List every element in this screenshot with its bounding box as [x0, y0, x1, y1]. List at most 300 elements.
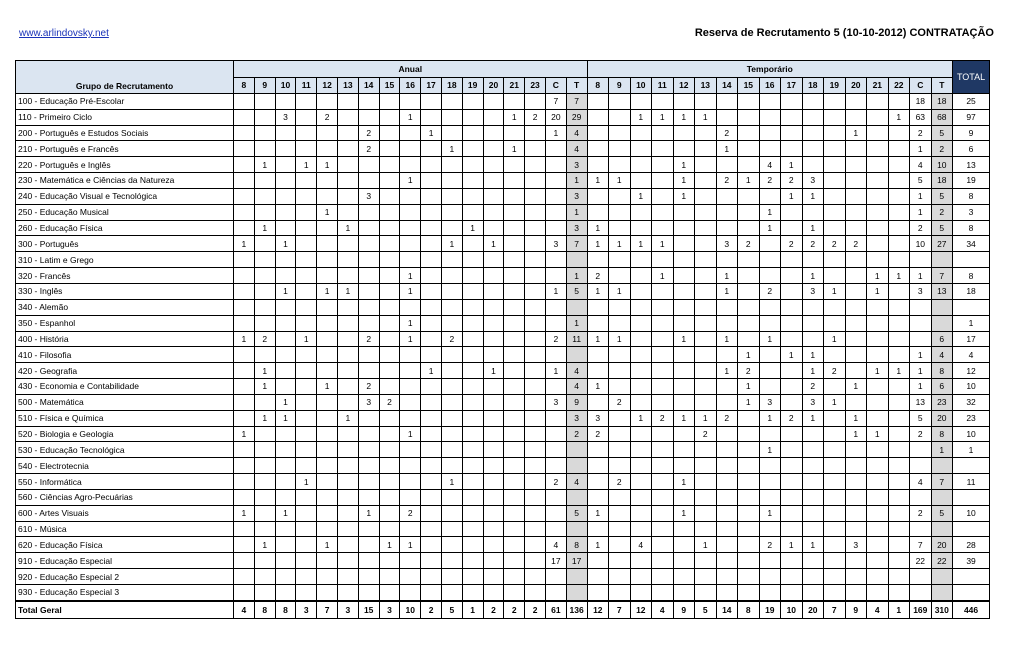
anual-cell [421, 204, 442, 220]
table-row [16, 521, 990, 537]
temp-cell [931, 252, 953, 268]
temp-cell [759, 347, 781, 363]
table-row [16, 157, 990, 173]
row-total-cell: 19 [953, 173, 990, 189]
anual-cell [504, 569, 525, 585]
temp-cell [845, 299, 867, 315]
anual-cell [441, 379, 462, 395]
temp-cell [781, 426, 803, 442]
temp-cell [845, 394, 867, 410]
anual-cell: 1 [358, 505, 379, 521]
anual-cell [483, 283, 504, 299]
anual-cell [275, 125, 296, 141]
temp-cell [802, 505, 824, 521]
temp-cell [738, 537, 760, 553]
temp-cell: 310 [931, 601, 953, 619]
temp-cell [781, 204, 803, 220]
temp-cell [888, 379, 910, 395]
anual-cell [296, 236, 317, 252]
temp-cell: 9 [845, 601, 867, 619]
temp-cell [652, 505, 674, 521]
temp-cell: 1 [587, 173, 609, 189]
anual-cell [317, 505, 338, 521]
anual-cell: 2 [525, 601, 546, 619]
anual-cell [525, 236, 546, 252]
anual-cell [234, 109, 255, 125]
anual-cell: 1 [234, 331, 255, 347]
anual-col-header: 12 [317, 78, 338, 94]
temp-cell [652, 585, 674, 601]
temp-cell [673, 379, 695, 395]
temp-cell [738, 458, 760, 474]
anual-cell [234, 442, 255, 458]
anual-cell: 1 [441, 474, 462, 490]
anual-cell [525, 585, 546, 601]
anual-cell [317, 315, 338, 331]
temp-cell [673, 553, 695, 569]
temp-cell: 1 [652, 236, 674, 252]
temp-cell [802, 489, 824, 505]
temp-cell [802, 426, 824, 442]
temp-cell [716, 299, 738, 315]
anual-cell [317, 458, 338, 474]
temp-cell: 2 [609, 394, 631, 410]
anual-cell [525, 347, 546, 363]
temp-cell [888, 347, 910, 363]
temp-cell [781, 125, 803, 141]
temp-cell: 1 [931, 442, 953, 458]
temp-cell: 1 [738, 347, 760, 363]
anual-cell [379, 315, 400, 331]
anual-cell: 3 [566, 157, 587, 173]
anual-cell [462, 553, 483, 569]
temp-cell: 1 [910, 347, 932, 363]
temp-cell [695, 521, 717, 537]
temp-cell: 1 [587, 331, 609, 347]
anual-cell [525, 521, 546, 537]
anual-cell: 1 [275, 394, 296, 410]
anual-cell [421, 141, 442, 157]
anual-cell [254, 188, 275, 204]
anual-cell [400, 553, 421, 569]
row-total-cell: 10 [953, 426, 990, 442]
temp-cell [867, 537, 889, 553]
anual-cell [317, 363, 338, 379]
anual-cell [462, 315, 483, 331]
row-total-cell: 10 [953, 379, 990, 395]
anual-cell [379, 458, 400, 474]
temp-cell: 3 [802, 173, 824, 189]
anual-cell [379, 347, 400, 363]
temp-cell [824, 141, 846, 157]
anual-cell [275, 521, 296, 537]
temp-cell [652, 157, 674, 173]
anual-cell: 1 [421, 125, 442, 141]
anual-cell [483, 109, 504, 125]
temp-cell [888, 585, 910, 601]
table-row [16, 569, 990, 585]
anual-cell [545, 505, 566, 521]
temp-cell: 1 [845, 426, 867, 442]
temp-cell [673, 125, 695, 141]
temp-cell [738, 521, 760, 537]
anual-cell [441, 537, 462, 553]
anual-cell [358, 585, 379, 601]
temp-cell [910, 442, 932, 458]
temp-cell [652, 93, 674, 109]
anual-cell [275, 442, 296, 458]
anual-cell [358, 299, 379, 315]
temp-cell [609, 537, 631, 553]
temp-cell: 1 [630, 188, 652, 204]
anual-cell [483, 505, 504, 521]
row-total-cell: 12 [953, 363, 990, 379]
anual-cell [234, 521, 255, 537]
temp-cell [888, 569, 910, 585]
anual-cell [317, 331, 338, 347]
anual-cell: 7 [545, 93, 566, 109]
anual-cell [441, 521, 462, 537]
temp-cell [781, 474, 803, 490]
anual-cell [275, 188, 296, 204]
temp-cell: 2 [738, 363, 760, 379]
table-header [16, 61, 990, 94]
temp-cell [824, 521, 846, 537]
temp-cell [759, 315, 781, 331]
anual-cell [275, 537, 296, 553]
row-total-cell: 8 [953, 268, 990, 284]
anual-cell: 5 [441, 601, 462, 619]
anual-col-header: 10 [275, 78, 296, 94]
anual-cell [337, 252, 358, 268]
temp-cell: 2 [781, 173, 803, 189]
anual-cell [234, 585, 255, 601]
temp-cell [802, 442, 824, 458]
temp-cell [652, 442, 674, 458]
group-name: 610 - Música [16, 521, 234, 537]
anual-cell [545, 299, 566, 315]
temp-cell [888, 394, 910, 410]
temp-cell [695, 157, 717, 173]
temp-cell: 1 [673, 474, 695, 490]
anual-col-header: 9 [254, 78, 275, 94]
table-row [16, 410, 990, 426]
row-total-cell [953, 252, 990, 268]
anual-cell [545, 410, 566, 426]
anual-cell [358, 109, 379, 125]
temp-cell [867, 299, 889, 315]
temp-cell [695, 220, 717, 236]
anual-cell [317, 347, 338, 363]
temp-cell [609, 569, 631, 585]
temp-cell: 3 [587, 410, 609, 426]
temp-cell: 6 [931, 379, 953, 395]
temp-cell [609, 410, 631, 426]
temp-cell [630, 125, 652, 141]
anual-cell [525, 458, 546, 474]
anual-cell: 15 [358, 601, 379, 619]
temp-cell [738, 93, 760, 109]
temp-cell [630, 553, 652, 569]
temp-cell [824, 585, 846, 601]
anual-cell [358, 204, 379, 220]
table-row [16, 173, 990, 189]
anual-cell: 2 [358, 141, 379, 157]
anual-cell: 2 [566, 426, 587, 442]
anual-cell: 1 [337, 220, 358, 236]
anual-cell [400, 236, 421, 252]
anual-cell [566, 347, 587, 363]
group-name: 510 - Física e Química [16, 410, 234, 426]
anual-cell [462, 410, 483, 426]
temp-cell [888, 553, 910, 569]
temp-cell [587, 188, 609, 204]
anual-cell [525, 363, 546, 379]
temp-cell: 1 [652, 109, 674, 125]
anual-cell: 1 [400, 331, 421, 347]
temp-cell [824, 474, 846, 490]
temp-cell: 1 [910, 188, 932, 204]
anual-cell [545, 173, 566, 189]
anual-cell [441, 315, 462, 331]
anual-cell [441, 93, 462, 109]
temp-cell [910, 252, 932, 268]
temp-cell: 1 [802, 268, 824, 284]
anual-cell [421, 347, 442, 363]
anual-cell [275, 252, 296, 268]
anual-cell: 61 [545, 601, 566, 619]
anual-cell: 1 [254, 157, 275, 173]
anual-cell [317, 141, 338, 157]
temp-cell [673, 283, 695, 299]
temp-cell: 13 [931, 283, 953, 299]
anual-cell [504, 426, 525, 442]
temp-cell: 1 [802, 410, 824, 426]
anual-cell [234, 299, 255, 315]
temp-cell [867, 521, 889, 537]
row-total-cell: 23 [953, 410, 990, 426]
anual-cell [379, 173, 400, 189]
anual-cell [504, 474, 525, 490]
temp-cell [888, 331, 910, 347]
anual-cell [462, 585, 483, 601]
temp-cell: 19 [759, 601, 781, 619]
anual-cell: 1 [400, 109, 421, 125]
anual-cell [400, 252, 421, 268]
anual-cell [337, 109, 358, 125]
temp-cell [652, 188, 674, 204]
temp-cell [824, 426, 846, 442]
anual-cell [504, 489, 525, 505]
temp-cell [888, 252, 910, 268]
temp-cell [910, 299, 932, 315]
temp-cell [587, 553, 609, 569]
anual-cell [358, 569, 379, 585]
temp-cell [738, 474, 760, 490]
temp-cell: 2 [910, 125, 932, 141]
temp-cell [888, 458, 910, 474]
temp-cell: 2 [910, 426, 932, 442]
temp-cell: 1 [759, 442, 781, 458]
temp-cell: 2 [716, 173, 738, 189]
temp-cell: 1 [910, 379, 932, 395]
anual-cell [275, 220, 296, 236]
anual-cell [379, 474, 400, 490]
temp-cell: 18 [910, 93, 932, 109]
anual-cell [337, 331, 358, 347]
anual-cell [296, 442, 317, 458]
anual-cell: 1 [566, 204, 587, 220]
temp-cell [652, 283, 674, 299]
temp-cell: 1 [695, 537, 717, 553]
table-row [16, 505, 990, 521]
temp-cell: 2 [802, 379, 824, 395]
anual-cell [483, 553, 504, 569]
temp-cell [802, 252, 824, 268]
anual-cell [317, 585, 338, 601]
row-total-cell [953, 458, 990, 474]
temp-cell [609, 125, 631, 141]
temp-cell [630, 426, 652, 442]
site-link[interactable]: www.arlindovsky.net [19, 28, 109, 39]
anual-cell: 1 [337, 283, 358, 299]
temp-cell: 1 [587, 236, 609, 252]
anual-cell [254, 299, 275, 315]
temp-cell [824, 299, 846, 315]
anual-col-header: 14 [358, 78, 379, 94]
temp-cell [888, 236, 910, 252]
anual-cell [441, 505, 462, 521]
anual-cell [358, 236, 379, 252]
temp-cell: 2 [587, 426, 609, 442]
temp-cell [609, 426, 631, 442]
anual-cell [525, 204, 546, 220]
temp-cell [630, 299, 652, 315]
anual-cell: 2 [525, 109, 546, 125]
group-name: 920 - Educação Especial 2 [16, 569, 234, 585]
anual-cell: 8 [254, 601, 275, 619]
anual-cell [400, 569, 421, 585]
temp-cell: 1 [759, 505, 781, 521]
anual-cell [317, 268, 338, 284]
temp-cell [652, 299, 674, 315]
temp-cell: 1 [888, 268, 910, 284]
temp-cell [759, 585, 781, 601]
group-name: 310 - Latim e Grego [16, 252, 234, 268]
row-total-cell: 11 [953, 474, 990, 490]
temp-cell [695, 141, 717, 157]
temp-cell [888, 299, 910, 315]
temp-cell [695, 363, 717, 379]
temp-cell: 1 [759, 331, 781, 347]
temp-cell [931, 521, 953, 537]
anual-cell [545, 426, 566, 442]
anual-cell [421, 252, 442, 268]
temp-cell: 3 [910, 283, 932, 299]
temp-cell [695, 394, 717, 410]
temp-cell [695, 268, 717, 284]
anual-cell [400, 299, 421, 315]
anual-col-header: C [545, 78, 566, 94]
temp-cell [609, 442, 631, 458]
anual-cell: 3 [358, 394, 379, 410]
temp-col-header: 15 [738, 78, 760, 94]
temp-cell [609, 268, 631, 284]
temp-cell [931, 585, 953, 601]
document-title: Reserva de Recrutamento 5 (10-10-2012) CONTRATAÇÃO [694, 27, 994, 39]
anual-header: Anual [234, 61, 588, 78]
anual-cell [379, 585, 400, 601]
temp-cell [759, 236, 781, 252]
temp-cell [781, 299, 803, 315]
temp-cell [587, 394, 609, 410]
anual-cell [317, 299, 338, 315]
temp-col-header: 22 [888, 78, 910, 94]
temp-cell [630, 315, 652, 331]
temp-cell: 3 [716, 236, 738, 252]
anual-cell [400, 489, 421, 505]
anual-cell [296, 363, 317, 379]
anual-cell [296, 521, 317, 537]
temp-cell [759, 125, 781, 141]
temp-cell [738, 141, 760, 157]
anual-cell [275, 474, 296, 490]
row-total-cell: 32 [953, 394, 990, 410]
anual-cell [462, 489, 483, 505]
anual-cell [254, 458, 275, 474]
anual-cell [317, 474, 338, 490]
table-row [16, 394, 990, 410]
anual-cell [504, 394, 525, 410]
anual-cell [566, 299, 587, 315]
anual-cell [441, 268, 462, 284]
anual-cell: 1 [566, 268, 587, 284]
temp-col-header: 20 [845, 78, 867, 94]
temp-cell: 1 [910, 268, 932, 284]
anual-cell [254, 347, 275, 363]
temp-cell [716, 315, 738, 331]
temp-cell [867, 109, 889, 125]
anual-cell [525, 394, 546, 410]
anual-cell: 3 [566, 410, 587, 426]
temp-cell [867, 489, 889, 505]
anual-cell [296, 268, 317, 284]
anual-cell [337, 489, 358, 505]
anual-cell: 1 [254, 220, 275, 236]
anual-cell [400, 220, 421, 236]
temp-cell [931, 315, 953, 331]
anual-cell: 8 [275, 601, 296, 619]
anual-cell [525, 93, 546, 109]
anual-cell [275, 268, 296, 284]
table-row [16, 220, 990, 236]
temp-cell: 10 [781, 601, 803, 619]
anual-cell [504, 204, 525, 220]
temp-cell: 2 [695, 426, 717, 442]
temp-cell [867, 315, 889, 331]
anual-cell [504, 505, 525, 521]
anual-cell [504, 283, 525, 299]
anual-cell [234, 315, 255, 331]
anual-cell [441, 125, 462, 141]
temp-cell [888, 315, 910, 331]
group-name: 340 - Alemão [16, 299, 234, 315]
anual-cell: 17 [566, 553, 587, 569]
anual-cell [421, 236, 442, 252]
temp-cell: 5 [931, 505, 953, 521]
temp-cell [738, 442, 760, 458]
temp-cell [781, 489, 803, 505]
